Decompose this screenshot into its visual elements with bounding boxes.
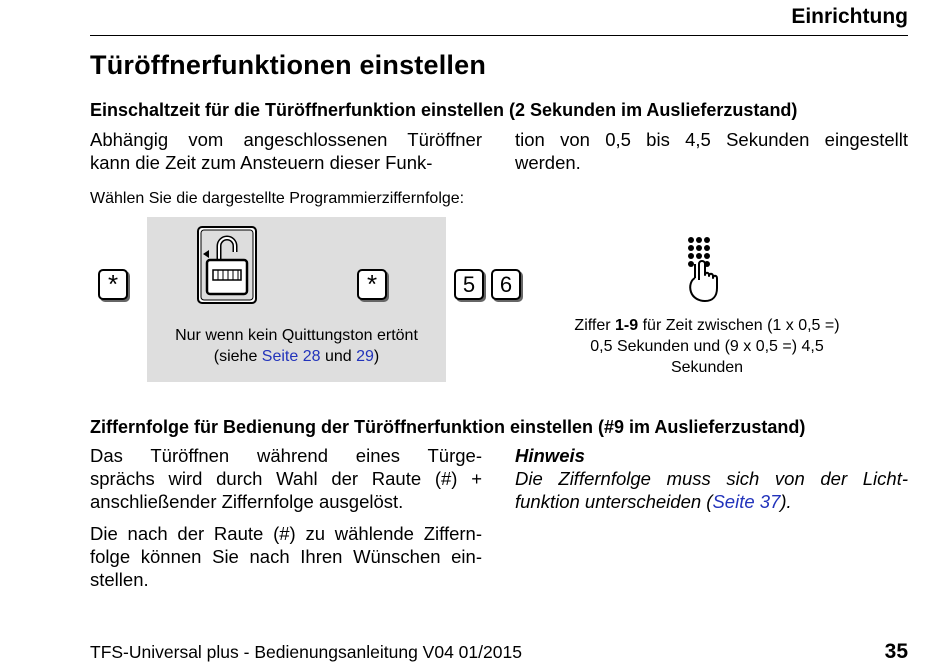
digit-key-6 [491, 269, 521, 300]
digit-key-5-label: 5 [462, 271, 476, 297]
section2-para1 [90, 444, 482, 513]
box-caption-post: ) [373, 348, 380, 365]
box-caption-line2 [147, 346, 446, 367]
keypad-caption-digits: 1-9 [615, 317, 639, 334]
box-caption [147, 325, 446, 367]
section-tag: Einrichtung [791, 5, 908, 28]
star-key-2-label: * [366, 269, 378, 299]
page-29-link[interactable]: 29 [356, 348, 374, 365]
para1-line2: sprächs wird durch Wahl der Raute (#) + [90, 468, 482, 489]
hint-title: Hinweis [515, 445, 585, 466]
box-caption-pre: (siehe [213, 348, 262, 365]
keypad-caption-post: für Zeit zwischen (1 x 0,5 =) [638, 317, 840, 334]
para2-line2: folge können Sie nach Ihren Wünschen ein- [90, 546, 482, 567]
digit-key-6-label: 6 [499, 271, 513, 297]
para1-line1: Das Türöffnen während eines Türge- [90, 445, 482, 466]
section1-col1 [90, 128, 482, 174]
keypad-caption-pre: Ziffer [574, 317, 616, 334]
page-number: 35 [884, 640, 908, 663]
hint-line2 [515, 490, 908, 513]
box-caption-line1: Nur wenn kein Quittungston ertönt [175, 327, 418, 344]
page-37-link[interactable]: Seite 37 [712, 491, 781, 512]
section1-col1-text: Abhängig vom angeschlossenen Türöffner kann die Zeit zum Ansteuern dieser Funk- [90, 129, 482, 173]
star-key-2 [357, 269, 387, 300]
keypad-press-icon [683, 234, 725, 304]
page-title: Türöffnerfunktionen einstellen [90, 50, 487, 80]
keypad-caption [548, 315, 866, 378]
hint-line2-pre: funktion unterscheiden ( [515, 491, 713, 512]
instruction-text: Wählen Sie die dargestellte Programmierziffernfolge: [90, 190, 465, 207]
section1-col2-text: tion von 0,5 bis 4,5 Sekunden eingestellt werden. [515, 129, 908, 173]
keypad-caption-line1 [548, 315, 866, 336]
para2-line1: Die nach der Raute (#) zu wählende Ziffern- [90, 523, 482, 544]
keypad-caption-line2: 0,5 Sekunden und (9 x 0,5 =) 4,5 [590, 338, 824, 355]
section2-heading: Ziffernfolge für Bedienung der Türöffnerfunktion einstellen (#9 im Auslieferzustand) [90, 417, 806, 437]
hint-line2-post: ). [780, 491, 792, 512]
footer-doc: TFS-Universal plus - Bedienungsanleitung V04 01/2015 [90, 642, 522, 662]
star-key-1-label: * [107, 269, 119, 299]
section2-para2 [90, 522, 482, 591]
digit-key-5 [454, 269, 484, 300]
page-28-link[interactable]: Seite 28 [261, 348, 321, 365]
hint-line1: Die Ziffernfolge muss sich von der Licht- [515, 468, 908, 489]
star-key-1 [98, 269, 128, 300]
keypad-caption-line3: Sekunden [670, 359, 744, 376]
section1-col2 [515, 128, 908, 174]
section1-heading: Einschaltzeit für die Türöffnerfunktion einstellen (2 Sekunden im Auslieferzustand) [90, 100, 798, 120]
lock-icon [197, 226, 257, 304]
para1-line3: anschließender Ziffernfolge ausgelöst. [90, 491, 404, 512]
box-caption-mid: und [320, 348, 357, 365]
header-rule [90, 35, 908, 36]
hint-block [515, 444, 908, 513]
para2-line3: stellen. [90, 569, 149, 590]
